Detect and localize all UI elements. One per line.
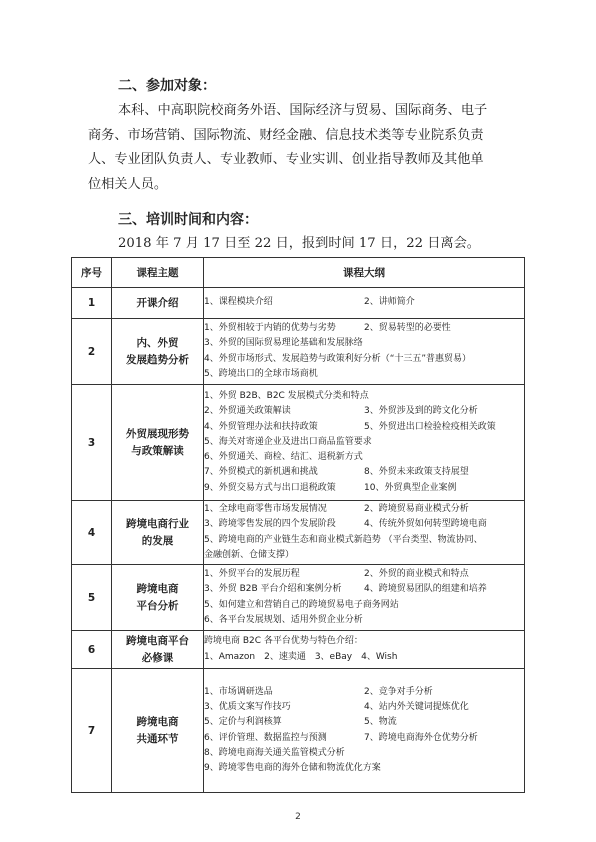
outline-line — [204, 685, 524, 700]
row-number: 4 — [72, 501, 112, 565]
row-outline — [204, 631, 525, 669]
outline-item: 7、跨境电商海外仓优势分析 — [364, 732, 478, 743]
outline-line — [204, 321, 524, 336]
outline-item: 4、跨境贸易团队的组建和培养 — [364, 584, 487, 595]
row-topic — [112, 319, 204, 385]
course-outline-table — [71, 257, 525, 793]
outline-line — [204, 700, 524, 715]
outline-item: 1、外贸平台的发展历程 — [204, 568, 300, 579]
outline-item: 5、跨境电商的产业链生态和商业模式新趋势 （平台类型、物流协同、 — [204, 534, 483, 545]
table-row — [72, 319, 525, 385]
outline-item: 1、课程模块介绍 — [204, 297, 273, 308]
outline-item: 9、外贸交易方式与出口退税政策 — [204, 482, 336, 493]
header-topic: 课程主题 — [112, 258, 204, 288]
outline-item: 5、定价与利润核算 — [204, 717, 282, 728]
paragraph-line: 人、专业团队负责人、专业教师、专业实训、创业指导教师及其他单 — [88, 152, 484, 167]
header-outline: 课程大纲 — [204, 258, 525, 288]
outline-line — [204, 582, 524, 597]
outline-item: 3、优质文案写作技巧 — [204, 701, 291, 712]
topic-line: 跨境电商行业 — [126, 517, 189, 530]
topic-line: 开课介绍 — [136, 296, 179, 309]
outline-item: 1、全球电商零售市场发展情况 — [204, 503, 327, 514]
row-topic — [112, 501, 204, 565]
outline-item: 4、外贸市场形式、发展趋势与政策利好分析（“十三五”普惠贸易） — [204, 353, 472, 364]
topic-line: 跨境电商 — [136, 582, 179, 595]
outline-line — [204, 481, 524, 496]
paragraph-line: 本科、中高职院校商务外语、国际经济与贸易、国际商务、电子 — [118, 103, 488, 118]
outline-line — [204, 367, 524, 382]
outline-line — [204, 352, 524, 367]
row-outline — [204, 385, 525, 501]
outline-item: 4、站内外关键词提炼优化 — [364, 701, 469, 712]
topic-line: 的发展 — [141, 534, 174, 547]
table-row — [72, 565, 525, 631]
page-number: 2 — [295, 812, 301, 822]
topic-line: 与政策解读 — [131, 444, 184, 457]
outline-item: 3、外贸涉及到的跨文化分析 — [364, 406, 478, 417]
topic-line: 外贸展现形势 — [126, 427, 189, 440]
topic-line: 发展趋势分析 — [126, 353, 189, 366]
outline-item: 1、Amazon 2、速卖通 3、eBay 4、Wish — [204, 651, 398, 662]
outline-item: 2、讲师简介 — [364, 297, 415, 308]
paragraph-line: 位相关人员。 — [88, 176, 168, 192]
outline-line — [204, 336, 524, 351]
outline-line — [204, 533, 524, 548]
outline-item: 6、外贸通关、商检、结汇、退税新方式 — [204, 452, 363, 463]
table-row — [72, 501, 525, 565]
topic-line: 跨境电商平台 — [126, 634, 189, 647]
row-topic — [112, 631, 204, 669]
outline-item: 9、跨境零售电商的海外仓储和物流优化方案 — [204, 763, 381, 774]
header-number: 序号 — [72, 258, 112, 288]
row-number: 2 — [72, 319, 112, 385]
training-date-line: 2018 年 7 月 17 日至 22 日，报到时间 17 日，22 日离会。 — [118, 236, 480, 251]
table-row — [72, 669, 525, 793]
outline-line — [204, 598, 524, 613]
row-outline — [204, 565, 525, 631]
table-header-row — [72, 258, 525, 288]
outline-item: 5、物流 — [364, 717, 397, 728]
table-row — [72, 288, 525, 319]
outline-item: 2、贸易转型的必要性 — [364, 322, 451, 333]
outline-item: 5、外贸进出口检验检疫相关政策 — [364, 421, 496, 432]
row-topic — [112, 565, 204, 631]
outline-item: 8、跨境电商海关通关监管模式分析 — [204, 747, 345, 758]
outline-item: 10、外贸典型企业案例 — [364, 482, 457, 493]
table-row — [72, 385, 525, 501]
outline-line — [204, 761, 524, 776]
outline-item: 2、外贸通关政策解读 — [204, 406, 291, 417]
row-number: 3 — [72, 385, 112, 501]
outline-item: 3、跨境零售发展的四个发展阶段 — [204, 519, 336, 530]
outline-line — [204, 404, 524, 419]
paragraph-line: 商务、市场营销、国际物流、财经金融、信息技术类等专业院系负责 — [88, 127, 484, 143]
outline-line — [204, 295, 524, 310]
outline-item: 1、市场调研选品 — [204, 686, 273, 697]
topic-line: 必修课 — [141, 651, 174, 664]
row-outline — [204, 501, 525, 565]
outline-line — [204, 389, 524, 404]
outline-item: 8、外贸未来政策支持展望 — [364, 467, 469, 478]
outline-item: 7、外贸模式的新机遇和挑战 — [204, 467, 318, 478]
topic-line: 平台分析 — [136, 599, 179, 612]
outline-line — [204, 420, 524, 435]
outline-item: 1、外贸 B2B、B2C 发展模式分类和特点 — [204, 390, 369, 401]
outline-item: 3、外贸 B2B 平台介绍和案例分析 — [204, 584, 342, 595]
row-topic — [112, 669, 204, 793]
outline-line — [204, 450, 524, 465]
outline-line — [204, 548, 524, 563]
row-number: 7 — [72, 669, 112, 793]
outline-item: 2、竞争对手分析 — [364, 686, 433, 697]
outline-line — [204, 517, 524, 532]
outline-item: 5、海关对寄递企业及进出口商品监管要求 — [204, 436, 372, 447]
outline-line — [204, 634, 524, 649]
topic-line: 内、外贸 — [136, 336, 179, 349]
outline-item: 5、跨境出口的全球市场商机 — [204, 368, 318, 379]
outline-item: 金融创新、仓储支撑） — [204, 549, 295, 560]
section-2-paragraph — [88, 99, 508, 197]
outline-line — [204, 435, 524, 450]
outline-line — [204, 567, 524, 582]
outline-item: 6、各平台发展规划、适用外贸企业分析 — [204, 614, 363, 625]
outline-line — [204, 465, 524, 480]
row-topic — [112, 385, 204, 501]
outline-item: 5、如何建立和营销自己的跨境贸易电子商务网站 — [204, 599, 399, 610]
outline-item: 6、评价管理、数据监控与预测 — [204, 732, 327, 743]
outline-line — [204, 731, 524, 746]
row-topic — [112, 288, 204, 319]
outline-line — [204, 715, 524, 730]
row-outline — [204, 669, 525, 793]
topic-line: 跨境电商 — [136, 715, 179, 728]
section-2-heading: 二、参加对象： — [118, 78, 216, 94]
outline-item: 跨境电商 B2C 各平台优势与特色介绍： — [204, 636, 363, 647]
outline-line — [204, 502, 524, 517]
outline-item: 2、跨境贸易商业模式分析 — [364, 503, 469, 514]
outline-line — [204, 613, 524, 628]
row-number: 6 — [72, 631, 112, 669]
outline-line — [204, 650, 524, 665]
section-3-heading: 三、培训时间和内容： — [118, 212, 258, 228]
outline-item: 4、传统外贸如何转型跨境电商 — [364, 519, 487, 530]
row-outline — [204, 288, 525, 319]
row-number: 5 — [72, 565, 112, 631]
outline-item: 1、外贸相较于内销的优势与劣势 — [204, 322, 336, 333]
row-number: 1 — [72, 288, 112, 319]
outline-item: 4、外贸管理办法和扶持政策 — [204, 421, 318, 432]
row-outline — [204, 319, 525, 385]
outline-line — [204, 746, 524, 761]
topic-line: 共通环节 — [136, 732, 179, 745]
outline-item: 2、外贸的商业模式和特点 — [364, 568, 469, 579]
table-row — [72, 631, 525, 669]
outline-item: 3、外贸的国际贸易理论基础和发展脉络 — [204, 338, 363, 349]
